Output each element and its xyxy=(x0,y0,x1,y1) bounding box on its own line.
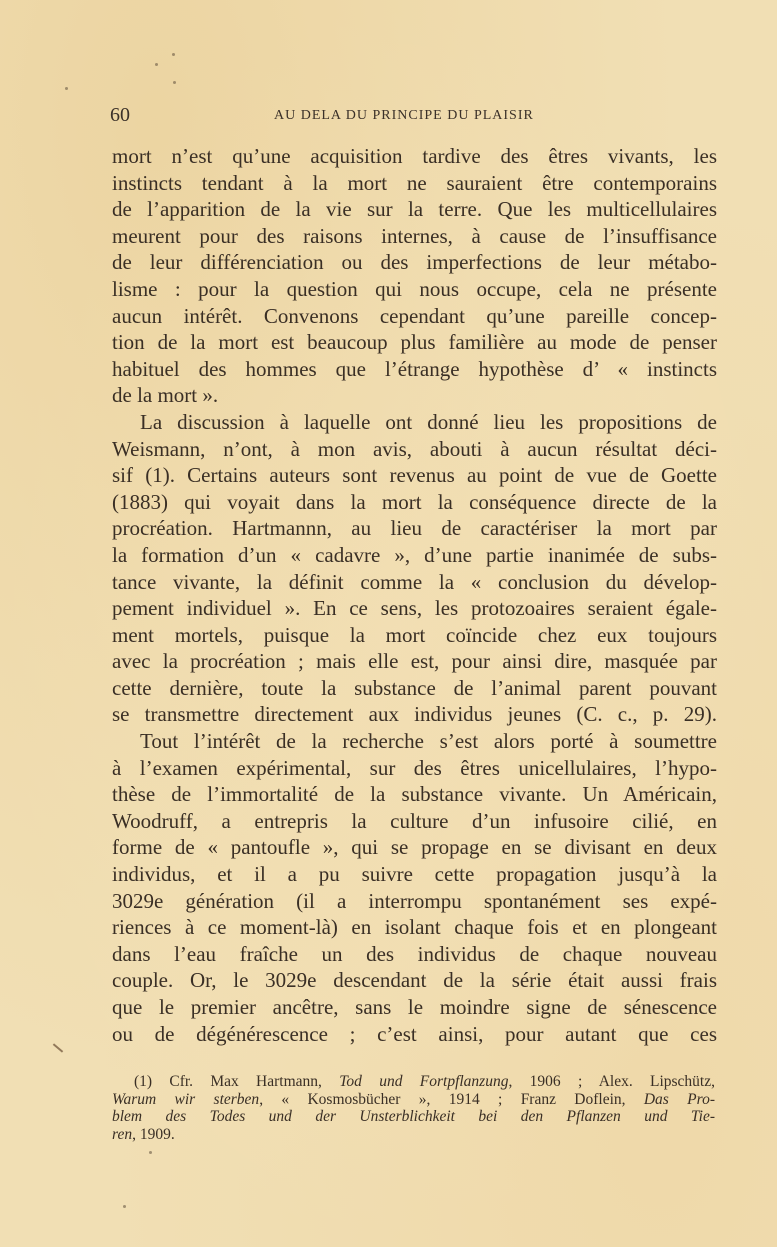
text-line: aucun intérêt. Convenons cependant qu’une pareille concep- xyxy=(112,303,717,328)
text-line: ment mortels, puisque la mort coïncide chez eux toujours xyxy=(112,622,717,647)
text-line: 3029e génération (il a interrompu spontanément ses expé- xyxy=(112,888,717,913)
text-line: lisme : pour la question qui nous occupe, cela ne présente xyxy=(112,276,717,301)
footnote-text: , 1909. xyxy=(132,1125,175,1143)
text-line: de leur différenciation ou des imperfections de leur métabo- xyxy=(112,250,717,275)
paper-speck xyxy=(123,1205,126,1208)
footnote-text: , « Kosmosbücher », 1914 ; Franz Doflein, xyxy=(259,1090,644,1108)
footnote-text: , 1906 ; Alex. Lipschütz, xyxy=(508,1073,715,1090)
footnote xyxy=(112,1073,715,1143)
text-line: de l’apparition de la vie sur la terre. Que les multicellulaires xyxy=(112,197,717,222)
text-line: cette dernière, toute la substance de l’animal parent pouvant xyxy=(112,675,717,700)
text-line: couple. Or, le 3029e descendant de la série était aussi frais xyxy=(112,968,717,993)
paragraph-start-line: La discussion à laquelle ont donné lieu les propositions de xyxy=(140,409,717,434)
paper-speck xyxy=(172,53,175,56)
text-line: avec la procréation ; mais elle est, pour ainsi dire, masquée par xyxy=(112,649,717,674)
footnote-line: blem des Todes und der Unsterblichkeit bei den Pflanzen und Tie- xyxy=(112,1108,715,1125)
text-line: ou de dégénérescence ; c’est ainsi, pour autant que ces xyxy=(112,1021,717,1046)
paper-speck xyxy=(173,81,176,84)
footnote-title: Tod und Fortpflanzung xyxy=(339,1073,509,1090)
text-line: forme de « pantoufle », qui se propage en se divisant en deux xyxy=(112,835,717,860)
running-title: AU DELA DU PRINCIPE DU PLAISIR xyxy=(274,108,534,123)
text-line: mort n’est qu’une acquisition tardive des êtres vivants, les xyxy=(112,144,717,168)
footnote-title: ren xyxy=(112,1125,133,1143)
footnote-title: Warum wir sterben xyxy=(112,1090,260,1108)
footnote-line xyxy=(112,1091,715,1109)
text-line: procréation. Hartmannn, au lieu de caractériser la mort par xyxy=(112,516,717,541)
text-line: Woodruff, a entrepris la culture d’un infusoire cilié, en xyxy=(112,808,717,833)
text-line: se transmettre directement aux individus jeunes (C. c., p. 29). xyxy=(112,702,717,727)
text-line: tance vivante, la définit comme la « conclusion du dévelop- xyxy=(112,569,717,594)
paper-speck xyxy=(149,1151,152,1154)
text-line: thèse de l’immortalité de la substance vivante. Un Américain, xyxy=(112,782,717,807)
stray-ink-mark xyxy=(53,1043,63,1052)
page-number: 60 xyxy=(110,104,130,126)
text-line: habituel des hommes que l’étrange hypothèse d’ « instincts xyxy=(112,356,717,381)
text-line: sif (1). Certains auteurs sont revenus au point de vue de Goette xyxy=(112,463,717,488)
footnote-title: Das Pro- xyxy=(643,1090,715,1108)
text-line: pement individuel ». En ce sens, les protozoaires seraient égale- xyxy=(112,596,717,621)
running-head xyxy=(110,104,722,126)
footnote-text: (1) Cfr. Max Hartmann, xyxy=(134,1073,340,1090)
paper-speck xyxy=(155,63,158,66)
text-line: (1883) qui voyait dans la mort la conséquence directe de la xyxy=(112,489,717,514)
text-line: riences à ce moment-là) en isolant chaque fois et en plongeant xyxy=(112,915,717,940)
text-line: tion de la mort est beaucoup plus familière au mode de penser xyxy=(112,330,717,355)
footnote-line xyxy=(112,1126,715,1144)
body-text xyxy=(112,143,717,1047)
text-line: à l’examen expérimental, sur des êtres unicellulaires, l’hypo- xyxy=(112,755,717,780)
text-line: instincts tendant à la mort ne sauraient être contemporains xyxy=(112,170,717,195)
text-line: que le premier ancêtre, sans le moindre signe de sénescence xyxy=(112,995,717,1019)
text-line: Weismann, n’ont, à mon avis, abouti à aucun résultat déci- xyxy=(112,436,717,461)
text-line: meurent pour des raisons internes, à cause de l’insuffisance xyxy=(112,223,717,248)
text-line: la formation d’un « cadavre », d’une partie inanimée de subs- xyxy=(112,542,717,567)
paragraph-start-line: Tout l’intérêt de la recherche s’est alors porté à soumettre xyxy=(140,729,717,754)
text-line: individus, et il a pu suivre cette propagation jusqu’à la xyxy=(112,862,717,887)
text-line: dans l’eau fraîche un des individus de chaque nouveau xyxy=(112,941,717,966)
paper-speck xyxy=(65,87,68,90)
footnote-line xyxy=(112,1073,715,1091)
text-line: de la mort ». xyxy=(112,383,219,408)
